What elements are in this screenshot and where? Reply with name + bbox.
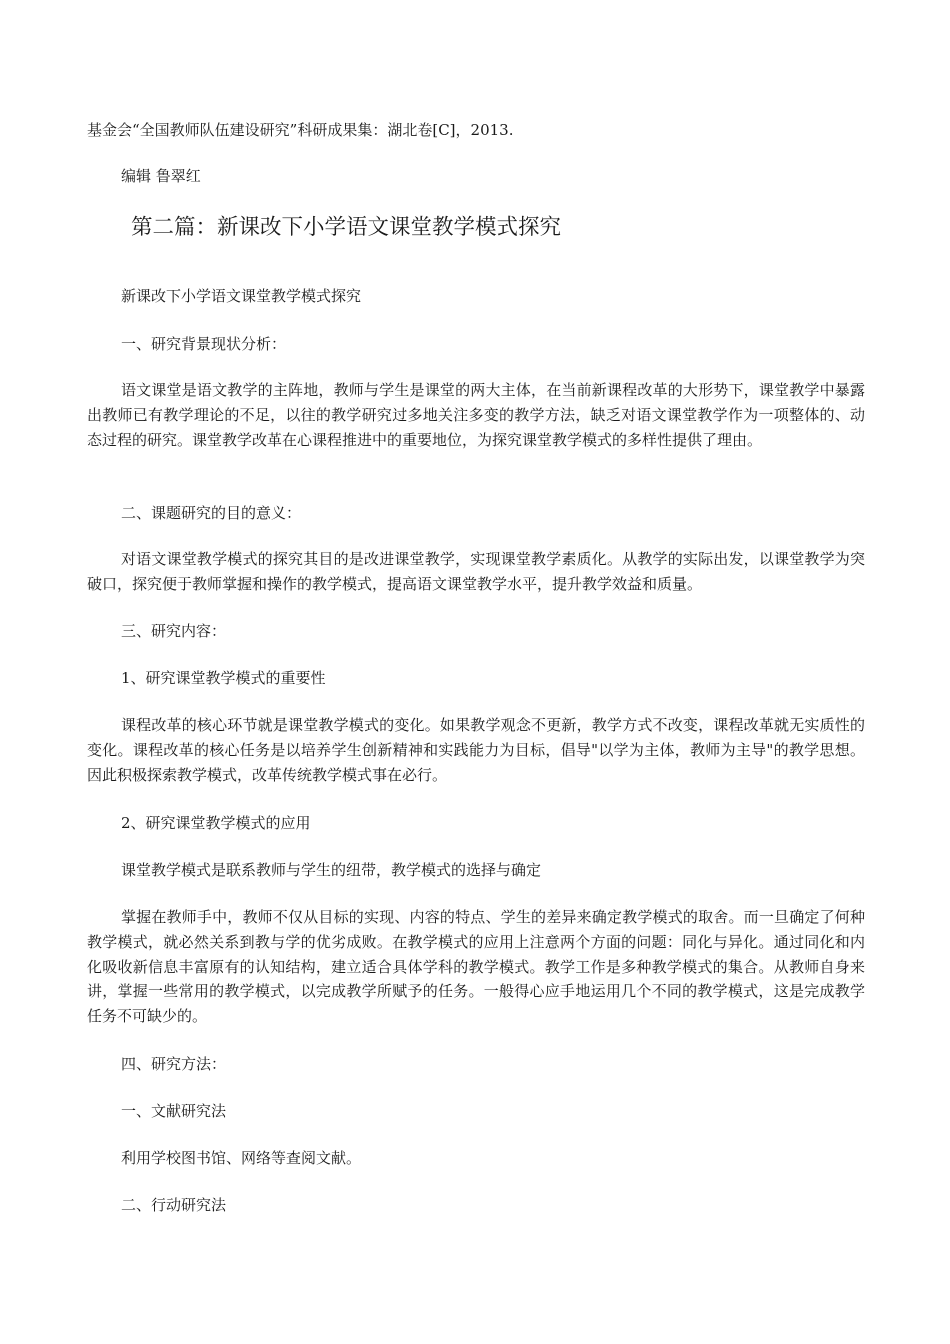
paragraph-background: 语文课堂是语文教学的主阵地，教师与学生是课堂的两大主体，在当前新课程改革的大形势下，课堂教学中暴露出教师已有教学理论的不足，以往的教学研究过多地关注多变的教学方法，缺乏对语文课堂教学作为一项整体的、动态过程的研究。课堂教学改革在心课程推进中的重要地位，为探究课堂教学模式的多样性提供了理由。 xyxy=(87,381,865,449)
chapter-title: 第二篇：新课改下小学语文课堂教学模式探究 xyxy=(131,215,562,240)
paragraph-importance: 课程改革的核心环节就是课堂教学模式的变化。如果教学观念不更新，教学方式不改变，课程改革就无实质性的变化。课程改革的核心任务是以培养学生创新精神和实践能力为目标，倡导"以学为主体，教师为主导"的教学思想。因此积极探索教学模式，改革传统教学模式事在必行。 xyxy=(87,716,865,784)
subsection-heading-application: 2、研究课堂教学模式的应用 xyxy=(121,814,311,832)
section-heading-methods: 四、研究方法： xyxy=(121,1055,227,1073)
section-heading-background: 一、研究背景现状分析： xyxy=(121,335,287,353)
section-heading-content: 三、研究内容： xyxy=(121,622,227,640)
reference-line: 基金会“全国教师队伍建设研究”科研成果集：湖北卷[C]，2013. xyxy=(87,121,514,139)
section-heading-purpose: 二、课题研究的目的意义： xyxy=(121,504,302,522)
paragraph-purpose: 对语文课堂教学模式的探究其目的是改进课堂教学，实现课堂教学素质化。从教学的实际出发，以课堂教学为突破口，探究便于教师掌握和操作的教学模式，提高语文课堂教学水平，提升教学效益和质量。 xyxy=(87,550,865,593)
paragraph-application-intro: 课堂教学模式是联系教师与学生的纽带，教学模式的选择与确定 xyxy=(121,861,542,879)
method-body-literature: 利用学校图书馆、网络等查阅文献。 xyxy=(121,1149,362,1167)
subtitle: 新课改下小学语文课堂教学模式探究 xyxy=(121,287,362,305)
editor-line: 编辑 鲁翠红 xyxy=(121,167,201,185)
method-heading-action: 二、行动研究法 xyxy=(121,1196,227,1214)
subsection-heading-importance: 1、研究课堂教学模式的重要性 xyxy=(121,669,326,687)
method-heading-literature: 一、文献研究法 xyxy=(121,1102,227,1120)
paragraph-application: 掌握在教师手中，教师不仅从目标的实现、内容的特点、学生的差异来确定教学模式的取舍。而一旦确定了何种教学模式，就必然关系到教与学的优劣成败。在教学模式的应用上注意两个方面的问题：同化与异化。通过同化和内化吸收新信息丰富原有的认知结构，建立适合具体学科的教学模式。教学工作是多种教学模式的集合。从教师自身来讲，掌握一些常用的教学模式，以完成教学所赋予的任务。一般得心应手地运用几个不同的教学模式，这是完成教学任务不可缺少的。 xyxy=(87,908,865,1026)
